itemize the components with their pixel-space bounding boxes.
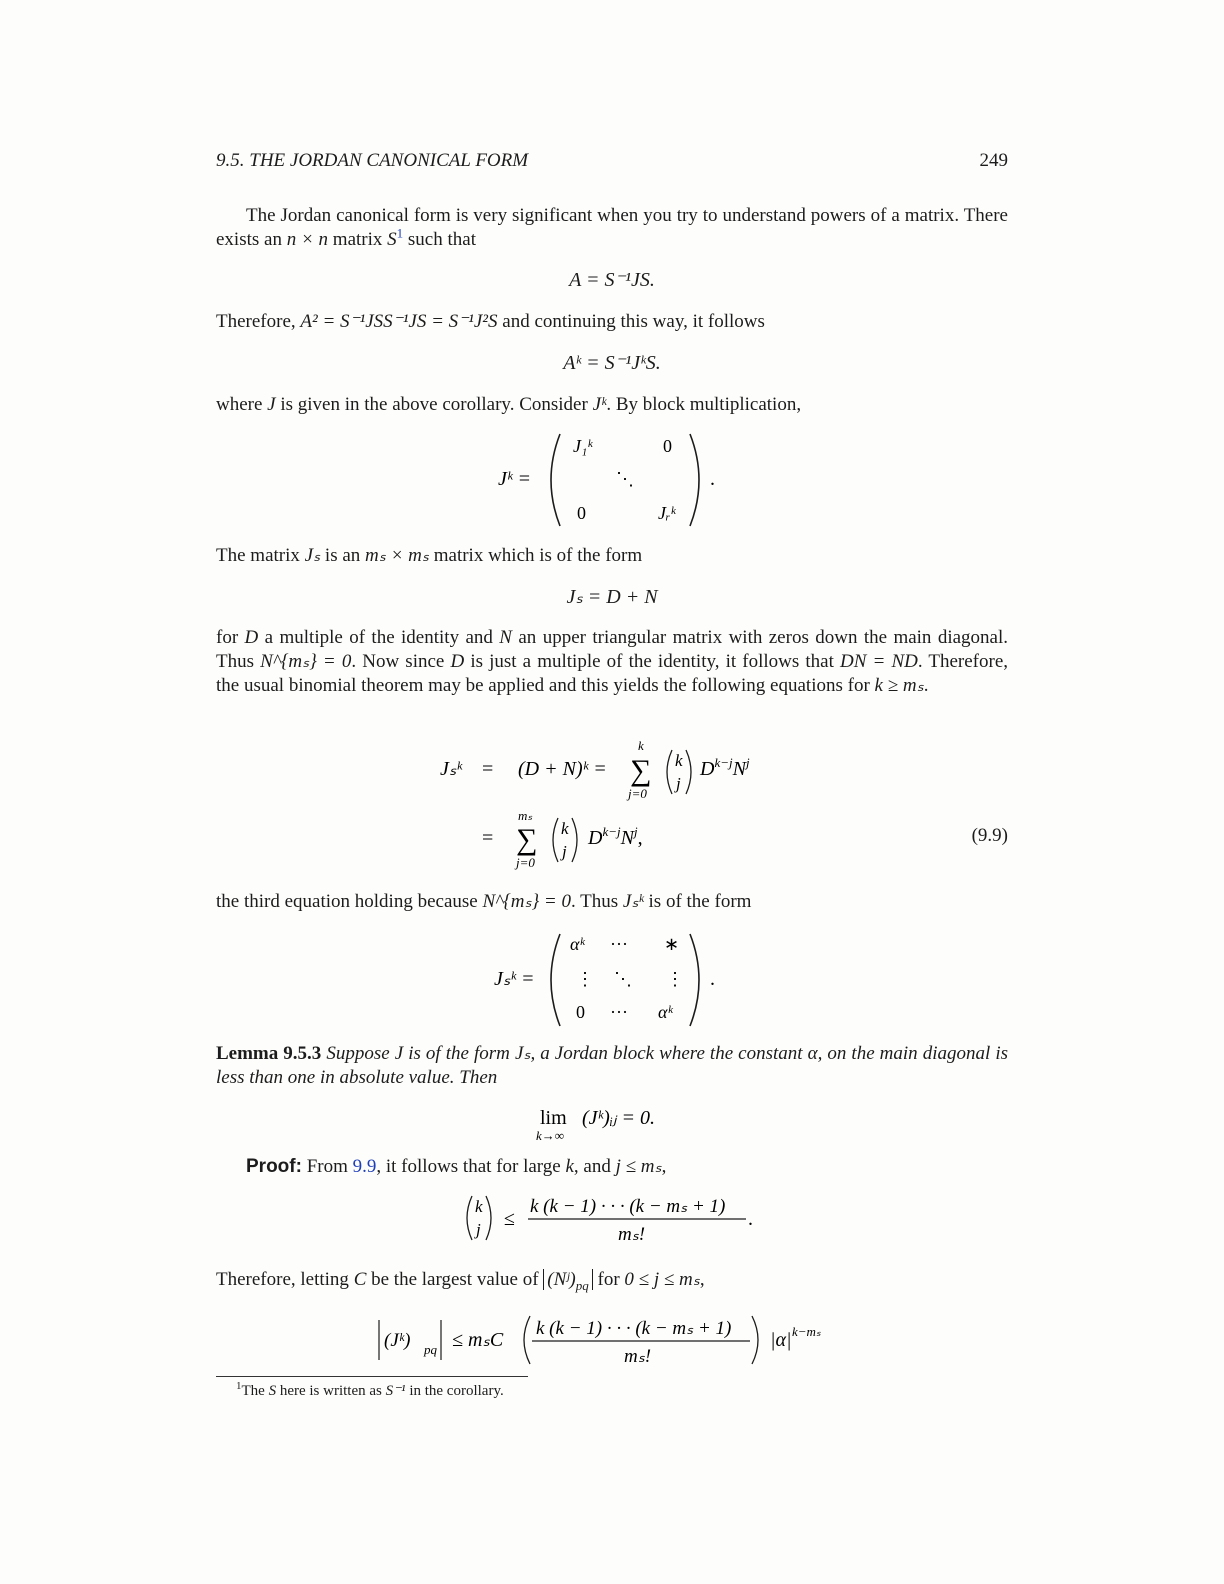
- matrix-entry: ⋱: [614, 969, 632, 989]
- paren-left: [524, 1316, 530, 1364]
- matrix-dots: ⋱: [616, 469, 634, 489]
- eq-sign: =: [482, 758, 494, 780]
- binom-top: k: [561, 819, 569, 838]
- sum-upper: mₛ: [518, 808, 533, 823]
- text: The: [241, 1383, 269, 1399]
- eq-sign: =: [482, 827, 494, 849]
- page-number: 249: [979, 150, 1008, 171]
- eq-term: (D + N)ᵏ =: [518, 758, 607, 780]
- math-inline: 0 ≤ j ≤ mₛ: [624, 1269, 700, 1290]
- math-inline: DN = ND: [840, 651, 918, 672]
- text: is an: [320, 545, 366, 566]
- paragraph-third-eq: [216, 890, 1008, 914]
- sum-upper: k: [638, 738, 644, 753]
- matrix-end: .: [710, 968, 715, 990]
- abs-subscript: pq: [575, 1277, 589, 1293]
- running-head: [216, 150, 1008, 172]
- text: , it follows that for large: [376, 1156, 566, 1177]
- matrix-entry: ···: [610, 934, 628, 954]
- paragraph-square: [216, 310, 1008, 334]
- equation-binomial-bound: [458, 1188, 768, 1248]
- matrix-entry: 0: [577, 503, 586, 523]
- binom-top: k: [675, 751, 683, 770]
- matrix-end: .: [710, 468, 715, 490]
- lemma-label: Lemma 9.5.3: [216, 1043, 322, 1064]
- matrix-entry: αᵏ: [658, 1002, 673, 1022]
- matrix-lhs: Jᵏ =: [498, 468, 531, 490]
- text: matrix which is of the form: [428, 545, 643, 566]
- binom-bottom: j: [476, 1220, 481, 1239]
- text: , and: [573, 1156, 616, 1177]
- math-inline: j ≤ mₛ: [615, 1156, 662, 1177]
- footnote: [236, 1381, 504, 1400]
- text: . Thus: [570, 891, 623, 912]
- equation-power: Aᵏ = S⁻¹JᵏS.: [563, 352, 661, 374]
- eq-lhs: Jₛᵏ: [440, 758, 462, 780]
- fraction-denominator: mₛ!: [624, 1346, 652, 1367]
- math-inline: S: [268, 1383, 277, 1399]
- abs-body: (Nʲ): [547, 1269, 576, 1290]
- footnote-rule: [216, 1376, 528, 1377]
- text: . Now since: [351, 651, 451, 672]
- text: Therefore,: [216, 311, 301, 332]
- section-title: 9.5. THE JORDAN CANONICAL FORM: [216, 150, 529, 171]
- text: From: [301, 1156, 353, 1177]
- math-inline: S⁻¹: [385, 1383, 406, 1399]
- math-inline: A² = S⁻¹JSS⁻¹JS = S⁻¹J²S: [300, 311, 498, 332]
- equation-decomposition: Jₛ = D + N: [566, 586, 658, 608]
- text: . Therefore, the usual binomial theorem may be applied and this yields the following equations for: [216, 651, 1009, 696]
- eq-term: $D^{k-j}N^j$,: [588, 824, 643, 849]
- text: is given in the above corollary. Consider: [275, 394, 593, 415]
- math-inline: n × n: [286, 229, 329, 250]
- lemma-text: Suppose J is of the form Jₛ, a Jordan block where the constant α, on the main diagonal is less than one in absolute value. Then: [216, 1043, 1008, 1088]
- matrix-entry: 0: [576, 1002, 585, 1022]
- math-inline: Jᵏ: [592, 394, 607, 415]
- math-inline: C: [353, 1269, 367, 1290]
- sum-lower: j=0: [628, 786, 647, 801]
- equation-end: .: [748, 1208, 753, 1230]
- math-inline: k: [565, 1156, 574, 1177]
- binom-right: [686, 750, 691, 794]
- text: for: [216, 627, 245, 648]
- matrix-entry: Jᵣᵏ: [658, 503, 676, 523]
- equation-entry-bound: [370, 1310, 850, 1372]
- text: ,: [699, 1269, 705, 1290]
- equation-limit: [530, 1100, 700, 1144]
- lim-body: (Jᵏ)ᵢⱼ = 0.: [582, 1107, 655, 1129]
- math-inline: D: [450, 651, 465, 672]
- text: be the largest value of: [366, 1269, 544, 1290]
- fraction-numerator: k (k − 1) · · · (k − mₛ + 1): [530, 1196, 726, 1217]
- math-inline: J: [267, 394, 276, 415]
- sum-symbol: ∑: [516, 823, 538, 856]
- fraction-numerator: k (k − 1) · · · (k − mₛ + 1): [536, 1318, 732, 1339]
- abs-body: (Jᵏ): [384, 1330, 411, 1351]
- matrix-entry: ⋮: [576, 969, 594, 989]
- lim-word: lim: [540, 1107, 567, 1129]
- text: for: [592, 1269, 625, 1290]
- left-paren: [551, 934, 560, 1026]
- leq-sign: ≤: [504, 1208, 515, 1230]
- math-inline: N^{mₛ} = 0: [482, 891, 571, 912]
- sum-symbol: ∑: [630, 754, 652, 787]
- math-inline: Jₛ: [304, 545, 321, 566]
- text: here is written as: [276, 1383, 386, 1399]
- proof-paragraph: [216, 1155, 1008, 1179]
- matrix-entry: J₁ᵏ: [573, 436, 593, 456]
- binom-left: [553, 818, 558, 862]
- math-inline: k ≥ mₛ: [874, 675, 924, 696]
- matrix-entry: 0: [663, 436, 672, 456]
- text: is of the form: [643, 891, 752, 912]
- text: an upper triangular matrix with zeros down the main diagonal. Thus: [216, 627, 1008, 672]
- text: The Jordan canonical form is very significant when you try to understand powers of a matrix. There exists an: [216, 205, 1008, 250]
- binom-top: k: [475, 1197, 483, 1216]
- matrix-entry: ···: [610, 1002, 628, 1022]
- right-paren: [690, 434, 699, 526]
- math-inline: D: [244, 627, 259, 648]
- binom-right: [572, 818, 577, 862]
- binom-bottom: j: [562, 842, 567, 861]
- block-matrix: [480, 428, 740, 532]
- binom-bottom: j: [676, 774, 681, 793]
- text: . By block multiplication,: [606, 394, 802, 415]
- binom-right: [486, 1196, 491, 1240]
- proof-label: Proof:: [246, 1156, 302, 1177]
- abs-subscript: pq: [424, 1342, 437, 1357]
- coefficient: ≤ mₛC: [452, 1329, 504, 1351]
- math-inline: N: [499, 627, 512, 648]
- left-paren: [551, 434, 560, 526]
- text: ,: [661, 1156, 667, 1177]
- math-inline: N^{mₛ} = 0: [260, 651, 352, 672]
- jordan-block-power-matrix: [480, 928, 740, 1032]
- equation-number: (9.9): [971, 825, 1008, 846]
- math-inline: mₛ × mₛ: [365, 545, 429, 566]
- paren-right: [752, 1316, 758, 1364]
- paragraph-block-form: [216, 544, 1008, 568]
- paragraph-consider: [216, 393, 1008, 417]
- lemma-9-5-3: [216, 1042, 1008, 1090]
- footnote-mark-link[interactable]: 1: [396, 225, 404, 241]
- exponent: k−mₛ: [792, 1324, 821, 1339]
- binom-left: [667, 750, 672, 794]
- math-abs: [543, 1269, 592, 1293]
- equation-9-9: [430, 734, 810, 874]
- text: and continuing this way, it follows: [497, 311, 765, 332]
- text: Therefore, letting: [216, 1269, 354, 1290]
- paragraph-largest-value: [216, 1268, 1008, 1292]
- text: is just a multiple of the identity, it follows that: [464, 651, 841, 672]
- abs-alpha: |α|: [770, 1329, 792, 1351]
- text: The matrix: [216, 545, 305, 566]
- footnote-number: 1: [236, 1380, 242, 1392]
- text: in the corollary.: [405, 1383, 504, 1399]
- math-inline: Jₛᵏ: [622, 891, 644, 912]
- text: where: [216, 394, 268, 415]
- equation-similarity: A = S⁻¹JS.: [569, 269, 655, 291]
- text: the third equation holding because: [216, 891, 483, 912]
- eq-term: $D^{k-j}N^j$: [700, 755, 750, 780]
- equation-reference-link[interactable]: 9.9: [352, 1156, 377, 1177]
- matrix-entry: ⋮: [666, 969, 684, 989]
- math-inline: S: [387, 229, 397, 250]
- right-paren: [690, 934, 699, 1026]
- binom-left: [467, 1196, 472, 1240]
- matrix-lhs: Jₛᵏ =: [494, 968, 535, 990]
- paragraph-binomial: [216, 626, 1008, 698]
- text: matrix: [328, 229, 388, 250]
- matrix-entry: αᵏ: [570, 934, 585, 954]
- sum-lower: j=0: [516, 855, 535, 870]
- fraction-denominator: mₛ!: [618, 1224, 646, 1245]
- text: such that: [403, 229, 476, 250]
- paragraph-intro: [216, 204, 1008, 252]
- matrix-entry: ∗: [664, 934, 680, 954]
- text: a multiple of the identity and: [258, 627, 500, 648]
- text: .: [923, 675, 929, 696]
- lim-subscript: k→∞: [536, 1128, 565, 1143]
